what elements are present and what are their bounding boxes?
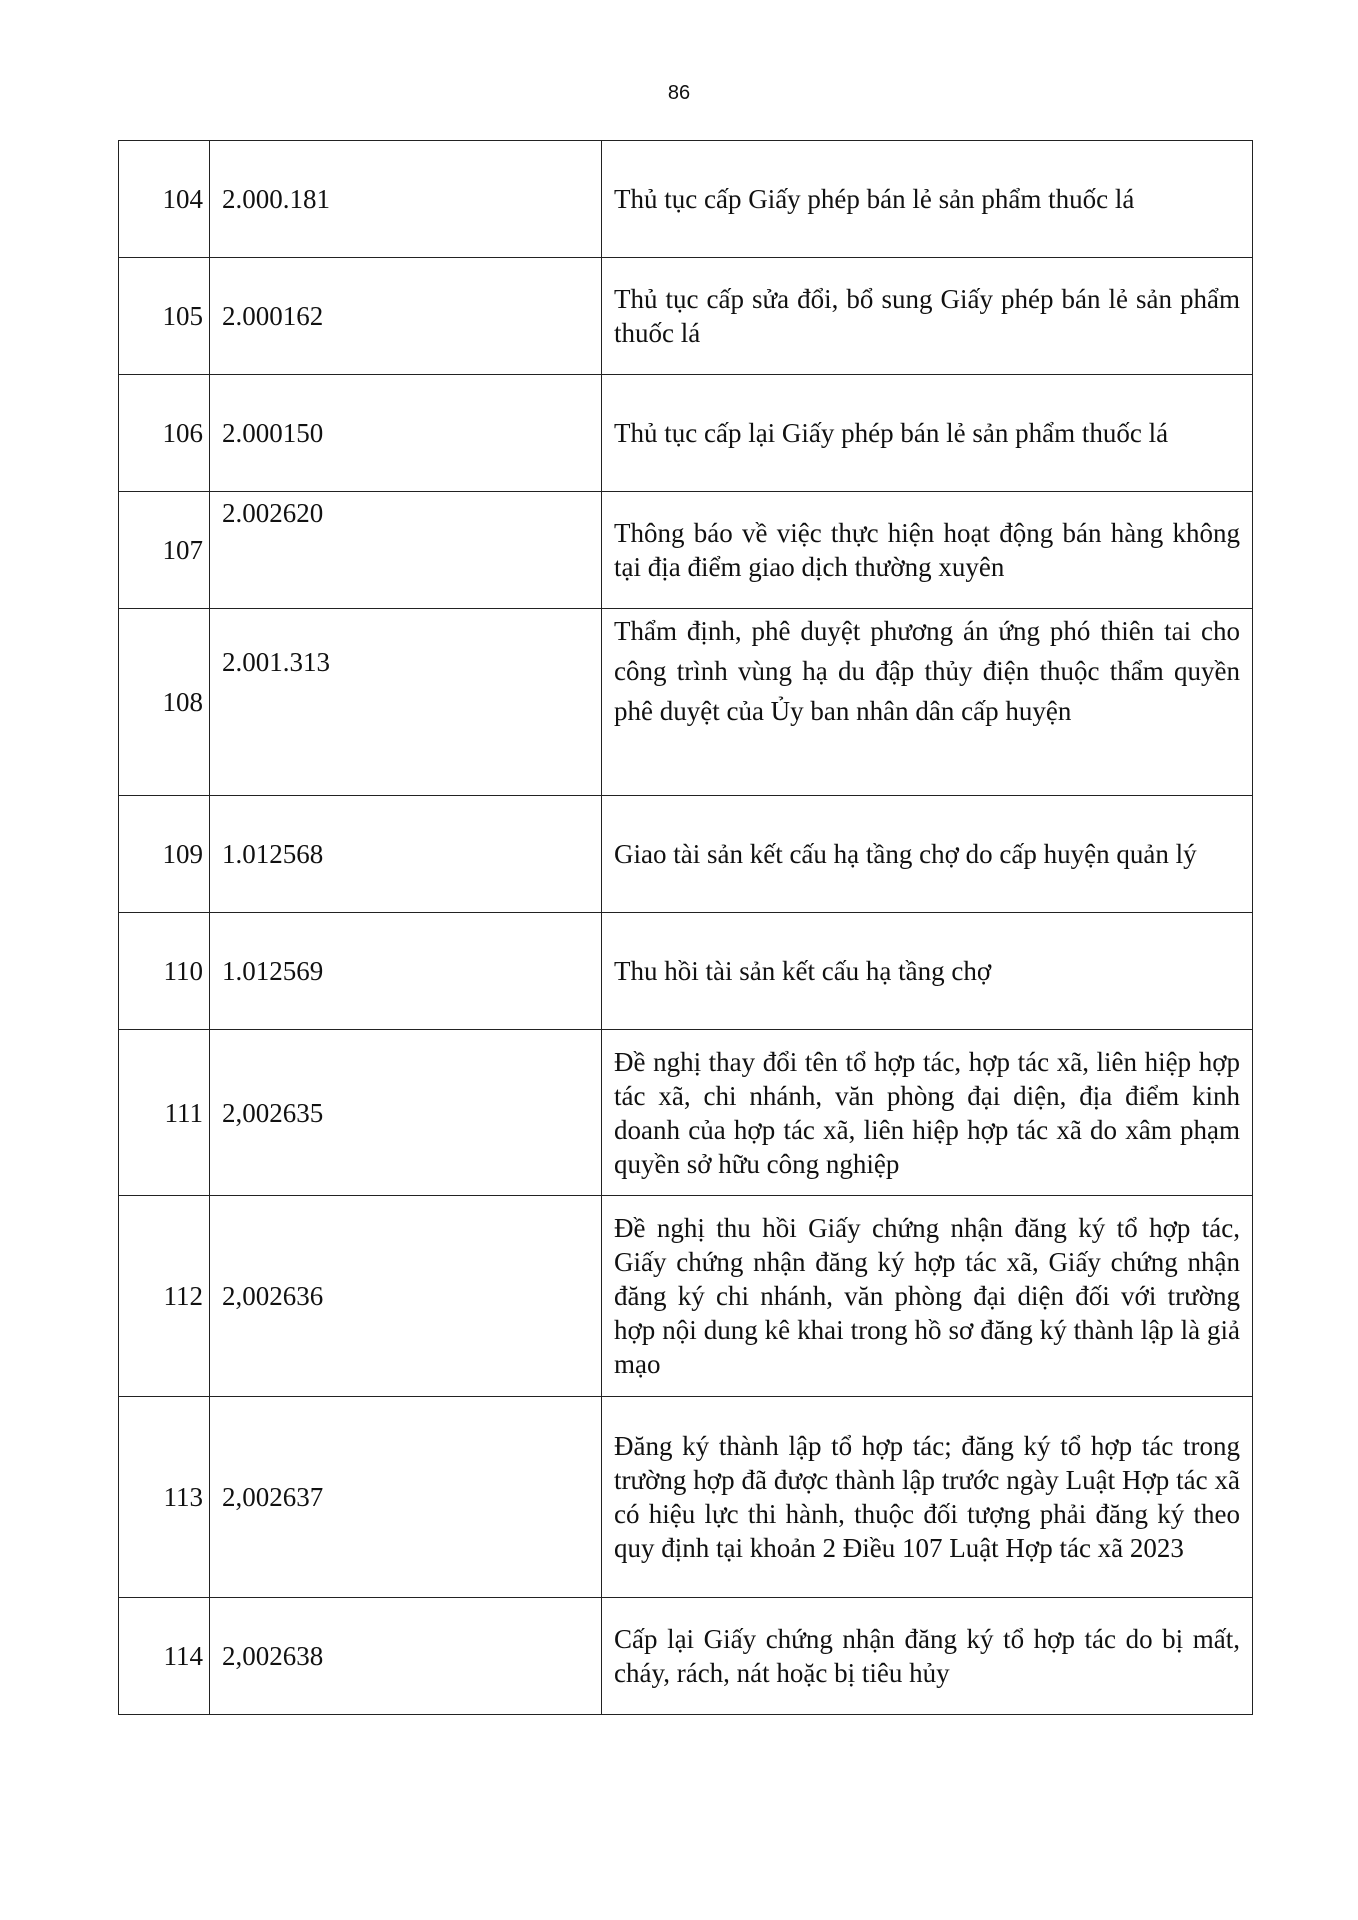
procedure-name: Đề nghị thu hồi Giấy chứng nhận đăng ký tổ hợp tác, Giấy chứng nhận đăng ký hợp tác xã, Giấy chứng nhận đăng ký chi nhánh, văn phòng đại diện đối với trường hợp nội dung kê khai trong hồ sơ đăng ký thành lập là giả mạo	[602, 1196, 1253, 1397]
procedure-code: 2.002620	[210, 492, 602, 609]
table-row	[119, 609, 1253, 796]
page-number: 86	[667, 82, 691, 104]
table-row	[119, 796, 1253, 913]
procedure-code: 2.000150	[210, 375, 602, 492]
table-row	[119, 1196, 1253, 1397]
row-number: 112	[119, 1196, 210, 1397]
table-row	[119, 258, 1253, 375]
procedure-code: 2,002636	[210, 1196, 602, 1397]
procedure-name: Thẩm định, phê duyệt phương án ứng phó thiên tai cho công trình vùng hạ du đập thủy điện thuộc thẩm quyền phê duyệt của Ủy ban nhân dân cấp huyện	[602, 609, 1253, 796]
procedure-name: Thông báo về việc thực hiện hoạt động bán hàng không tại địa điểm giao dịch thường xuyên	[602, 492, 1253, 609]
table-row	[119, 141, 1253, 258]
procedure-name: Giao tài sản kết cấu hạ tầng chợ do cấp huyện quản lý	[602, 796, 1253, 913]
row-number: 106	[119, 375, 210, 492]
procedure-code: 2,002637	[210, 1397, 602, 1598]
table-row	[119, 1598, 1253, 1715]
table-row	[119, 913, 1253, 1030]
row-number: 104	[119, 141, 210, 258]
procedure-name: Cấp lại Giấy chứng nhận đăng ký tổ hợp tác do bị mất, cháy, rách, nát hoặc bị tiêu hủy	[602, 1598, 1253, 1715]
table-row	[119, 1030, 1253, 1196]
procedure-table	[118, 140, 1253, 1715]
row-number: 109	[119, 796, 210, 913]
procedure-name: Thủ tục cấp Giấy phép bán lẻ sản phẩm thuốc lá	[602, 141, 1253, 258]
table-row	[119, 375, 1253, 492]
procedure-code: 1.012569	[210, 913, 602, 1030]
procedure-code: 2.001.313	[210, 609, 602, 796]
row-number: 105	[119, 258, 210, 375]
row-number: 107	[119, 492, 210, 609]
procedure-code: 2,002635	[210, 1030, 602, 1196]
table-row	[119, 492, 1253, 609]
procedure-code: 1.012568	[210, 796, 602, 913]
procedure-name: Thủ tục cấp sửa đổi, bổ sung Giấy phép bán lẻ sản phẩm thuốc lá	[602, 258, 1253, 375]
row-number: 113	[119, 1397, 210, 1598]
row-number: 111	[119, 1030, 210, 1196]
procedure-code: 2.000162	[210, 258, 602, 375]
procedure-name: Thu hồi tài sản kết cấu hạ tầng chợ	[602, 913, 1253, 1030]
row-number: 114	[119, 1598, 210, 1715]
procedure-name: Thủ tục cấp lại Giấy phép bán lẻ sản phẩm thuốc lá	[602, 375, 1253, 492]
procedure-code: 2,002638	[210, 1598, 602, 1715]
procedure-code: 2.000.181	[210, 141, 602, 258]
row-number: 108	[119, 609, 210, 796]
procedure-name: Đăng ký thành lập tổ hợp tác; đăng ký tổ hợp tác trong trường hợp đã được thành lập trước ngày Luật Hợp tác xã có hiệu lực thi hành, thuộc đối tượng phải đăng ký theo quy định tại khoản 2 Điều 107 Luật Hợp tác xã 2023	[602, 1397, 1253, 1598]
table-row	[119, 1397, 1253, 1598]
procedure-name: Đề nghị thay đổi tên tổ hợp tác, hợp tác xã, liên hiệp hợp tác xã, chi nhánh, văn phòng đại diện, địa điểm kinh doanh của hợp tác xã, liên hiệp hợp tác xã do xâm phạm quyền sở hữu công nghiệp	[602, 1030, 1253, 1196]
row-number: 110	[119, 913, 210, 1030]
